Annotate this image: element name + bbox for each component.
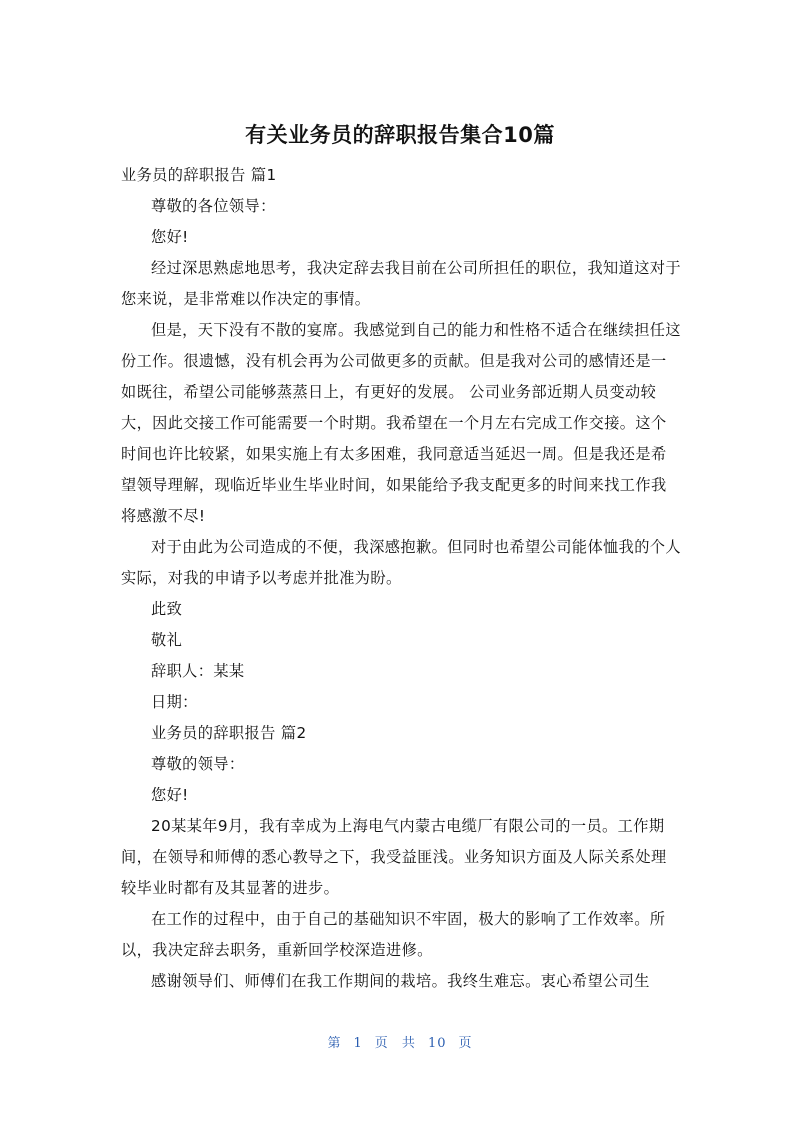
body-paragraph: 在工作的过程中，由于自己的基础知识不牢固，极大的影响了工作效率。所以，我决定辞去职务，重新回学校深造进修。: [121, 910, 666, 959]
body-paragraph: 感谢领导们、师傅们在我工作期间的栽培。我终生难忘。衷心希望公司生: [151, 972, 650, 990]
footer-total-pages: 10: [427, 1036, 447, 1051]
footer-page-word: 第: [327, 1036, 342, 1051]
page-footer: [0, 1032, 800, 1051]
body-paragraph: 对于由此为公司造成的不便，我深感抱歉。但同时也希望公司能体恤我的个人实际，对我的申请予以考虑并批准为盼。: [121, 538, 681, 587]
body-paragraph: 但是，天下没有不散的宴席。我感觉到自己的能力和性格不适合在继续担任这份工作。很遗憾，没有机会再为公司做更多的贡献。但是我对公司的感情还是一如既往，希望公司能够蒸蒸日上，有更好的发展。 公司业务部近期人员变动较大，因此交接工作可能需要一个时期。我希望在一个月左右完成工作交接。这个时间也许比较紧，如果实施上有太多困难，我同意适当延迟一周。但是我还是希望领导理解，现临近毕业生毕业时间，如果能给予我支配更多的时间来找工作我将感激不尽!: [121, 321, 681, 525]
footer-end-word: 页: [458, 1036, 473, 1051]
section-heading: 业务员的辞职报告 篇1: [121, 166, 277, 184]
salutation: 尊敬的各位领导：: [151, 197, 276, 215]
date-line: 日期：: [151, 693, 198, 711]
document-body: [121, 160, 681, 997]
salutation: 尊敬的领导：: [151, 755, 245, 773]
greeting: 您好!: [151, 228, 189, 246]
body-paragraph: 20某某年9月，我有幸成为上海电气内蒙古电缆厂有限公司的一员。工作期间，在领导和师傅的悉心教导之下，我受益匪浅。业务知识方面及人际关系处理较毕业时都有及其显著的进步。: [121, 817, 667, 897]
footer-of-word: 页 共: [374, 1036, 416, 1051]
signer-line: 辞职人：某某: [151, 662, 245, 680]
section-heading: 业务员的辞职报告 篇2: [151, 724, 307, 742]
body-paragraph: 经过深思熟虑地思考，我决定辞去我目前在公司所担任的职位，我知道这对于您来说，是非常难以作决定的事情。: [121, 259, 681, 308]
footer-page-number: 1: [353, 1036, 363, 1051]
closing-line: 敬礼: [151, 631, 183, 649]
document-title: 有关业务员的辞职报告集合10篇: [245, 123, 555, 147]
closing-line: 此致: [151, 600, 183, 618]
greeting: 您好!: [151, 786, 189, 804]
